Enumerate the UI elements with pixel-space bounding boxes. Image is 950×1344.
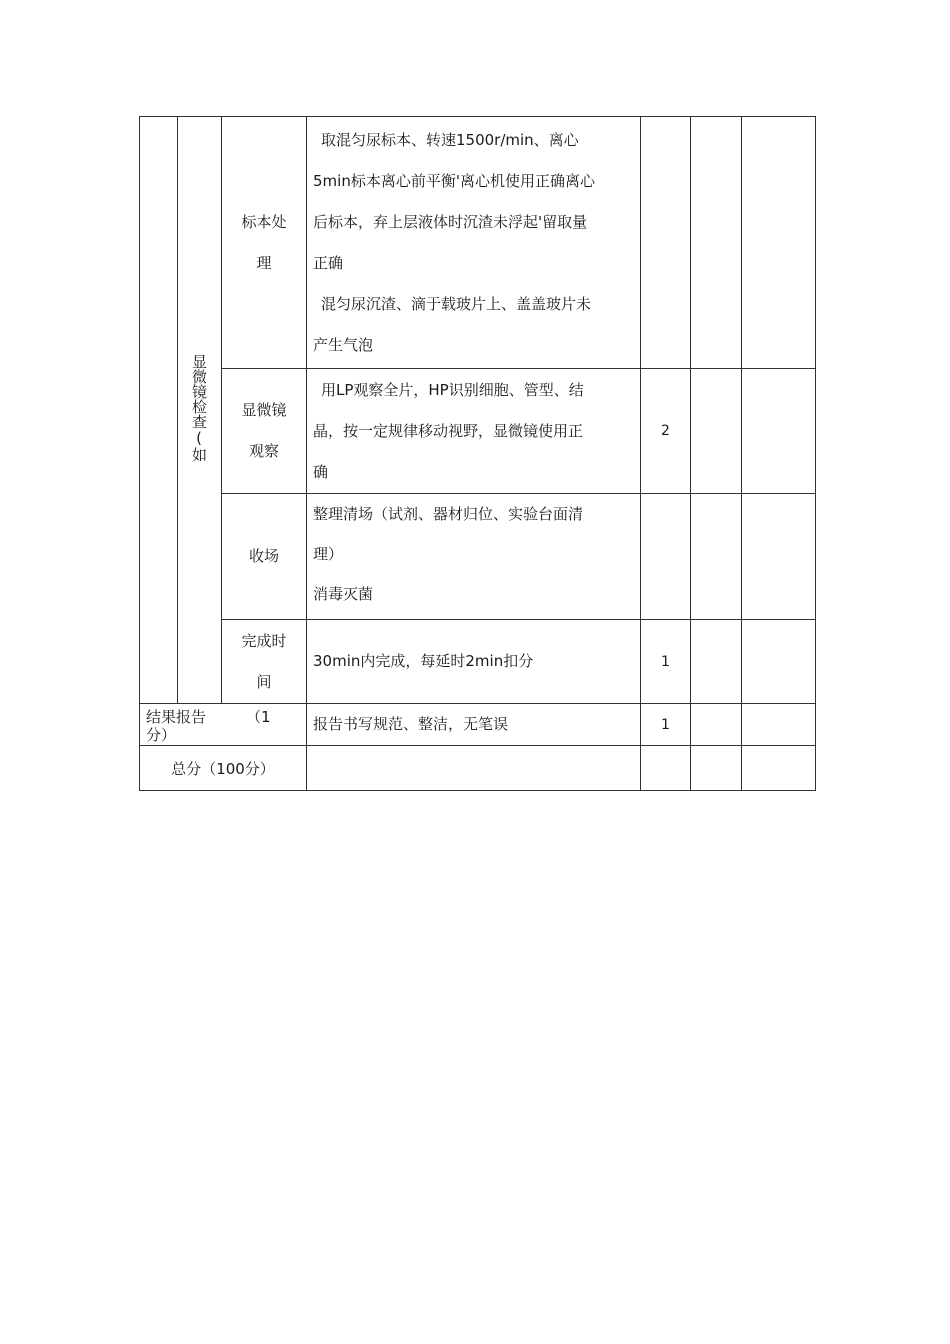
report-content: 报告书写规范、整洁，无笔误 xyxy=(313,715,509,733)
table-row xyxy=(140,620,816,704)
content-line: 理） xyxy=(313,545,344,563)
report-label-d: 分） xyxy=(146,726,177,744)
score-cell: 2 xyxy=(641,369,691,494)
table-row xyxy=(140,117,816,369)
score-cell xyxy=(641,494,691,620)
blank-cell xyxy=(641,746,691,791)
outer-blank-cell xyxy=(140,117,178,704)
content-line: 确 xyxy=(313,462,329,481)
item-label-line: 观察 xyxy=(248,442,279,460)
item-cell xyxy=(222,494,307,620)
blank-cell xyxy=(691,746,742,791)
blank-cell xyxy=(691,117,742,369)
score-cell xyxy=(641,117,691,369)
content-line: 5min标本离心前平衡'离心机使用正确离心 xyxy=(313,171,595,190)
content-line: 用LP观察全片，HP识别细胞、管型、结 xyxy=(321,380,584,399)
blank-cell xyxy=(742,117,816,369)
content-line: 消毒灭菌 xyxy=(313,585,374,603)
content-line: 产生气泡 xyxy=(313,335,374,354)
blank-cell xyxy=(742,704,816,746)
section-cell xyxy=(178,117,222,704)
blank-cell xyxy=(742,620,816,704)
blank-cell xyxy=(742,494,816,620)
item-cell xyxy=(222,620,307,704)
content-line: 晶，按一定规律移动视野，显微镜使用正 xyxy=(313,421,584,440)
score-cell: 1 xyxy=(641,620,691,704)
report-label-c: （1 xyxy=(246,708,271,726)
table-row xyxy=(140,494,816,620)
content-cell xyxy=(307,369,641,494)
section-vertical-label: 显微镜检查(如 xyxy=(190,354,208,462)
blank-cell xyxy=(691,620,742,704)
blank-cell xyxy=(691,494,742,620)
report-label-cell xyxy=(140,704,307,746)
table-row xyxy=(140,369,816,494)
item-label-line: 标本处 xyxy=(241,212,287,231)
report-content-cell xyxy=(307,704,641,746)
content-cell xyxy=(307,620,641,704)
item-label-line: 间 xyxy=(256,672,272,691)
blank-cell xyxy=(691,369,742,494)
scoring-table xyxy=(139,116,816,791)
content-cell xyxy=(307,117,641,369)
total-label-cell: 总分（100分） xyxy=(140,746,307,791)
item-label-line: 完成时 xyxy=(241,631,287,650)
table-row xyxy=(140,746,816,791)
blank-cell xyxy=(742,369,816,494)
content-line: 混匀尿沉渣、滴于载玻片上、盖盖玻片未 xyxy=(321,294,592,313)
content-line: 取混匀尿标本、转速1500r/min、离心 xyxy=(321,130,579,149)
blank-cell xyxy=(307,746,641,791)
content-line: 正确 xyxy=(313,253,344,272)
item-cell xyxy=(222,369,307,494)
blank-cell xyxy=(742,746,816,791)
report-label-b: 报告 xyxy=(176,708,207,726)
content-line: 整理清场（试剂、器材归位、实验台面清 xyxy=(313,505,584,523)
report-label-a: 结果 xyxy=(146,708,177,726)
item-label-line: 显微镜 xyxy=(241,401,287,419)
report-score-cell: 1 xyxy=(641,704,691,746)
item-label-line: 收场 xyxy=(248,547,279,565)
content-line: 后标本，弃上层液体时沉渣未浮起'留取量 xyxy=(313,212,588,231)
content-cell xyxy=(307,494,641,620)
item-cell xyxy=(222,117,307,369)
item-label-line: 理 xyxy=(256,253,272,272)
blank-cell xyxy=(691,704,742,746)
content-line: 30min内完成，每延时2min扣分 xyxy=(313,652,534,670)
table-row xyxy=(140,704,816,746)
